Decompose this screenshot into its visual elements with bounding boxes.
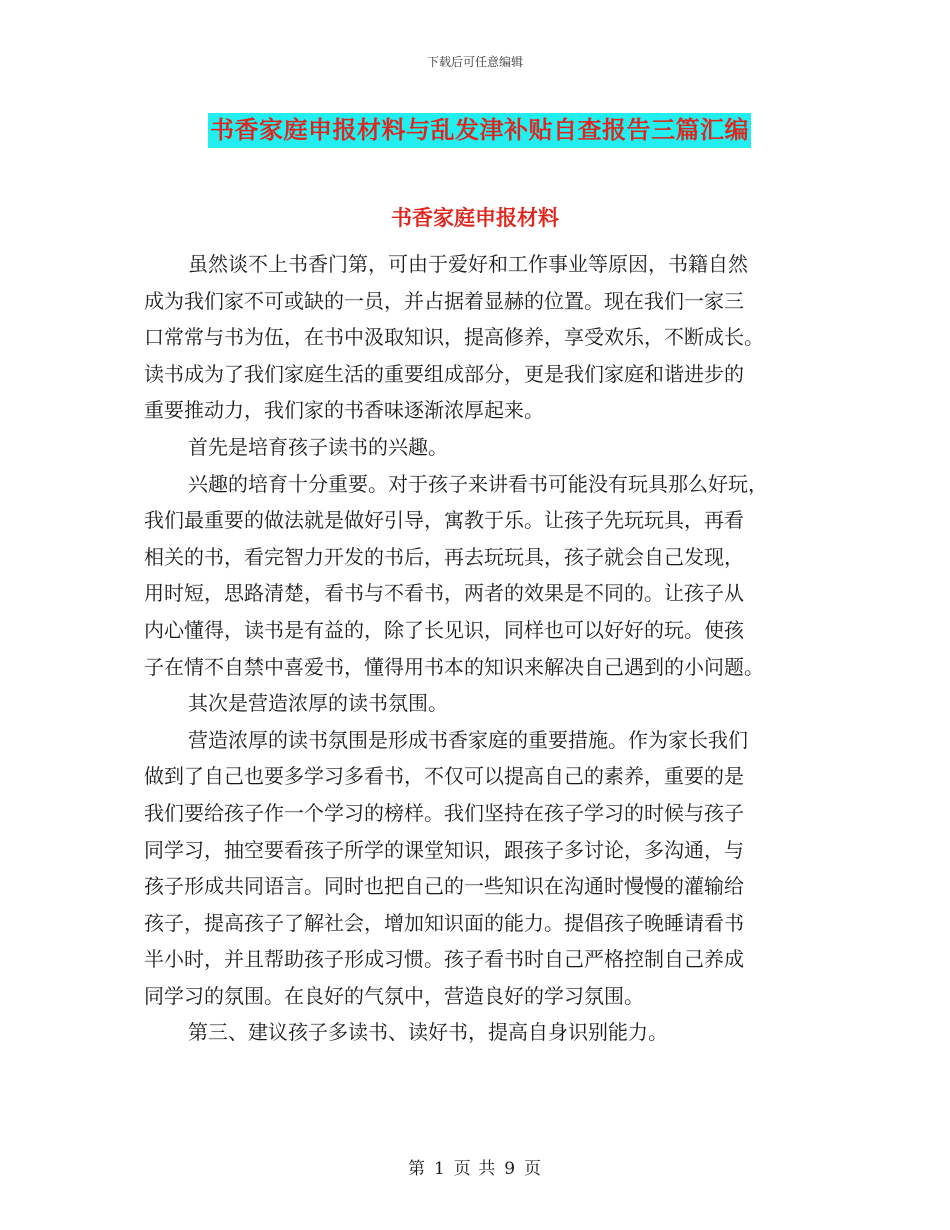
text-line: 我们最重要的做法就是做好引导，寓教于乐。让孩子先玩玩具，再看 <box>144 508 744 533</box>
text-line: 同学习的氛围。在良好的气氛中，营造良好的学习氛围。 <box>144 983 644 1008</box>
footer-suffix: 页 <box>524 1159 543 1179</box>
document-title: 书香家庭申报材料与乱发津补贴自查报告三篇汇编 <box>208 113 751 148</box>
text-line: 口常常与书为伍，在书中汲取知识，提高修养，享受欢乐，不断成长。 <box>144 325 764 350</box>
section-title: 书香家庭申报材料 <box>391 205 559 230</box>
current-page-number: 1 <box>433 1159 446 1179</box>
text-line: 用时短，思路清楚，看书与不看书，两者的效果是不同的。让孩子从 <box>144 581 744 606</box>
text-line: 其次是营造浓厚的读书氛围。 <box>188 691 448 716</box>
header-note: 下载后可任意编辑 <box>426 55 523 69</box>
footer-prefix: 第 <box>407 1159 426 1179</box>
total-pages: 9 <box>504 1159 517 1179</box>
body-text <box>144 246 810 1051</box>
text-line: 孩子，提高孩子了解社会，增加知识面的能力。提倡孩子晚睡请看书 <box>144 910 744 935</box>
text-line: 做到了自己也要多学习多看书，不仅可以提高自己的素养，重要的是 <box>144 764 744 789</box>
text-line: 营造浓厚的读书氛围是形成书香家庭的重要措施。作为家长我们 <box>188 727 748 752</box>
text-line: 虽然谈不上书香门第，可由于爱好和工作事业等原因，书籍自然 <box>188 252 748 276</box>
text-line: 兴趣的培育十分重要。对于孩子来讲看书可能没有玩具那么好玩， <box>188 471 768 496</box>
page-footer <box>0 1154 950 1179</box>
text-line: 相关的书，看完智力开发的书后，再去玩玩具，孩子就会自己发现， <box>144 544 744 569</box>
text-line: 首先是培育孩子读书的兴趣。 <box>188 434 448 459</box>
text-line: 子在情不自禁中喜爱书，懂得用书本的知识来解决自己遇到的小问题。 <box>144 654 764 679</box>
text-line: 第三、建议孩子多读书、读好书，提高自身识别能力。 <box>188 1020 668 1045</box>
text-line: 半小时，并且帮助孩子形成习惯。孩子看书时自己严格控制自己养成 <box>144 947 744 972</box>
text-line: 读书成为了我们家庭生活的重要组成部分，更是我们家庭和谐进步的 <box>144 361 744 386</box>
text-line: 内心懂得，读书是有益的，除了长见识，同样也可以好好的玩。使孩 <box>144 617 744 642</box>
text-line: 孩子形成共同语言。同时也把自己的一些知识在沟通时慢慢的灌输给 <box>144 874 744 899</box>
text-line: 成为我们家不可或缺的一员，并占据着显赫的位置。现在我们一家三 <box>144 288 744 313</box>
footer-mid: 页 共 <box>453 1159 497 1179</box>
text-line: 我们要给孩子作一个学习的榜样。我们坚持在孩子学习的时候与孩子 <box>144 800 744 825</box>
text-line: 同学习，抽空要看孩子所学的课堂知识，跟孩子多讨论，多沟通，与 <box>144 837 744 862</box>
text-line: 重要推动力，我们家的书香味逐渐浓厚起来。 <box>144 398 544 423</box>
